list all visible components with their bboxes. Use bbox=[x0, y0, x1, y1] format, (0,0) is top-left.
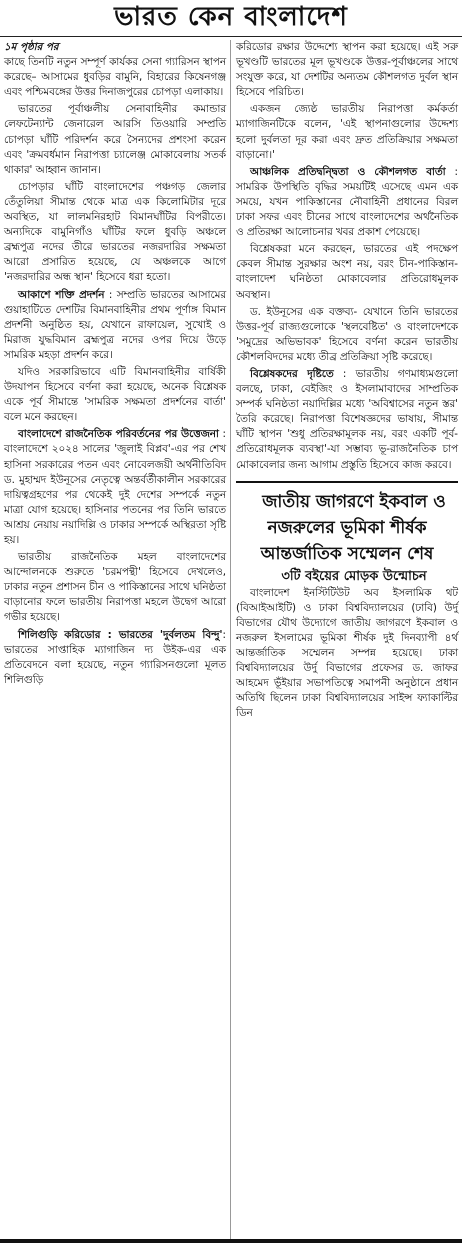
conference-news-box bbox=[236, 481, 458, 722]
section-heading: আকাশে শক্তি প্রদর্শন bbox=[18, 288, 105, 301]
section-paragraph bbox=[4, 427, 226, 548]
right-column bbox=[236, 40, 458, 724]
section-text: : ভারতীয় গণমাধ্যমগুলো বলছে, ঢাকা, বেইজিং ও ইসলামাবাদের সাম্প্রতিক সম্পর্ক ঘনিষ্ঠতা নয়াদিল্লির মধ্যে 'অবিশ্বাসের নতুন স্তর' তৈরি করেছে। নিরাপত্তা বিশেষজ্ঞদের ভাষায়, সীমান্ত ঘাঁটি স্থাপন 'শুধু প্রতিরক্ষামূলক নয়, বরং একটি পূর্ব-প্রতিরোধমূলক ব্যবস্থা'-যা সম্ভাব্য ভূ-রাজনৈতিক চাপ মোকাবেলার জন্য আগাম প্রস্তুতি হিসেবে কাজ করবে। bbox=[236, 367, 458, 471]
section-text: : ভারতের সাপ্তাহিক ম্যাগাজিন দ্য উইক-এর এক প্রতিবেদনে বলা হয়েছে, নতুন গ্যারিসনগুলো মূলত শিলিগুড়ি bbox=[4, 628, 226, 686]
headline: ভারত কেন বাংলাদেশ bbox=[0, 0, 462, 37]
section-text: : বাংলাদেশে ২০২৪ সালের 'জুলাই বিপ্লব'-এর পর শেখ হাসিনা সরকারের পতন এবং নোবেলজয়ী অর্থনীতিবিদ ড. মুহাম্মদ ইউনূসের নেতৃত্বে অন্তর্বর্তীকালীন সরকারের দায়িত্বগ্রহণের পর থেকেই দুই দেশের সম্পর্কে নতুন মাত্রা যোগ হয়েছে। হাসিনার পতনের পর তিনি ভারতে আশ্রয় নেয়ায় নয়াদিল্লি ও ঢাকার সম্পর্কে অস্থিরতা সৃষ্টি হয়। bbox=[4, 428, 226, 546]
section-paragraph bbox=[4, 288, 226, 363]
paragraph: ভারতীয় রাজনৈতিক মহল বাংলাদেশের আন্দোলনকে শুরুতে 'চরমপন্থী' হিসেবে দেখলেও, ঢাকার নতুন প্রশাসন চীন ও পাকিস্তানের সাথে ঘনিষ্ঠতা বাড়ানোর ফলে ভারতীয় নিরাপত্তা মহলে উদ্বেগ আরো গভীর হয়েছে। bbox=[4, 551, 226, 624]
column-divider bbox=[230, 40, 231, 1240]
section-heading: বিশ্লেষকদের দৃষ্টিতে bbox=[250, 367, 334, 380]
continuation-paragraph bbox=[4, 40, 226, 100]
section-text: : সামরিক উপস্থিতি বৃদ্ধির সময়টিই এসেছে এমন এক সময়ে, যখন পাকিস্তানের নৌবাহিনী প্রধানের বিরল ঢাকা সফর এবং চীনের সাথে বাংলাদেশের অর্থনৈতিক ও প্রতিরক্ষা আলোচনার খবর প্রকাশ পেয়েছে। bbox=[236, 165, 458, 239]
paragraph: করিডোর রক্ষার উদ্দেশ্যে স্থাপন করা হয়েছে। এই সরু ভূখণ্ডটি ভারতের মূল ভূখণ্ডকে উত্তর-পূর্বাঞ্চলের সাথে সংযুক্ত করে, যা দেশটির অন্যতম কৌশলগত দুর্বল স্থান হিসেবে পরিচিত। bbox=[236, 41, 458, 99]
paragraph: একজন জ্যেষ্ঠ ভারতীয় নিরাপত্তা কর্মকর্তা ম্যাগাজিনটিকে বলেন, 'এই স্থাপনাগুলোর উদ্দেশ্য হলো দুর্বলতা দূর করা এবং দ্রুত প্রতিক্রিয়ার সক্ষমতা বাড়ানো।' bbox=[236, 103, 458, 161]
section-paragraph bbox=[236, 165, 458, 240]
section-text: : সম্প্রতি ভারতের আসামের গুয়াহাটিতে দেশটির বিমানবাহিনীর প্রথম পূর্ণাঙ্গ বিমান প্রদর্শনী অনুষ্ঠিত হয়, যেখানে রাফায়েল, সুখোই ও মিরাজ যুদ্ধবিমান ব্রহ্মপুত্র নদের ওপর দিয়ে উড়ে সামরিক মহড়া প্রদর্শন করে। bbox=[4, 288, 226, 361]
conference-subheadline: ৩টি বইয়ের মোড়ক উন্মোচন bbox=[281, 568, 427, 584]
paragraph-text: কাছে তিনটি নতুন সম্পূর্ণ কার্যকর সেনা গ্যারিসন স্থাপন করেছে– আসামের ধুবড়ির বামুনি, বিহারের কিষেনগঞ্জ এবং পশ্চিমবঙ্গের উত্তর দিনাজপুরের চোপড়া এলাকায়। bbox=[4, 56, 226, 99]
left-column bbox=[4, 40, 226, 690]
paragraph: চোপড়ার ঘাঁটি বাংলাদেশের পঞ্চগড় জেলার তেঁতুলিয়া সীমান্ত থেকে মাত্র এক কিলোমিটার দূরে অবস্থিত, যা লালমনিরহাট বিমানঘাঁটির বিপরীতে। অন্যদিকে বামুনিগাঁও ঘাঁটির ফলে ধুবড়ি অঞ্চলে ব্রহ্মপুত্র নদের তীরে ভারতের নজরদারির সক্ষমতা আরো প্রসারিত হয়েছে, যে অঞ্চলকে আগে 'নজরদারির অন্ধ স্থান' হিসেবে ধরা হতো। bbox=[4, 180, 226, 284]
paragraph: বিশ্লেষকরা মনে করছেন, ভারতের এই পদক্ষেপ কেবল সীমান্ত সুরক্ষার অংশ নয়, বরং চীন-পাকিস্তান-বাংলাদেশ ঘনিষ্ঠতা মোকাবেলার প্রতিরোধমূলক অবস্থান। bbox=[236, 243, 458, 301]
paragraph: ড. ইউনূসের এক বক্তব্য- যেখানে তিনি ভারতের উত্তর-পূর্ব রাজ্যগুলোকে 'স্থলবেষ্টিত' ও বাংলাদেশকে 'সমুদ্রের অভিভাবক' হিসেবে বর্ণনা করেন ভারতীয় কৌশলবিদদের মধ্যে তীব্র প্রতিক্রিয়া সৃষ্টি করেছে। bbox=[236, 305, 458, 363]
section-heading: শিলিগুড়ি করিডোর : ভারতের 'দুর্বলতম বিন্দু' bbox=[18, 628, 223, 641]
conference-paragraph: বাংলাদেশ ইনস্টিটিউট অব ইসলামিক থট (বিআইআইটি) ও ঢাকা বিশ্ববিদ্যালয়ের (ঢাবি) উর্দু বিভাগের যৌথ উদ্যোগে জাতীয় জাগরণে ইকবাল ও নজরুল ইসলামের ভূমিকা শীর্ষক দুই দিনব্যাপী ৪র্থ আন্তর্জাতিক সম্মেলন সম্পন্ন হয়েছে। ঢাকা বিশ্ববিদ্যালয়ের উর্দু বিভাগের প্রফেসর ড. জাফর আহমেদ ভূঁইয়ার সভাপতিত্বে সমাপনী অনুষ্ঠানে প্রধান অতিথি ছিলেন ঢাকা বিশ্ববিদ্যালয়ের সাইন্স ফ্যাকাল্টির ডিন bbox=[236, 586, 458, 720]
section-paragraph bbox=[236, 367, 458, 473]
paragraph: ভারতের পূর্বাঞ্চলীয় সেনাবাহিনীর কমান্ডার লেফটেন্যান্ট জেনারেল আরসি তিওয়ারি সম্প্রতি চোপড়া ঘাঁটি পরিদর্শন করে সৈন্যদের প্রশংসা করেন এবং 'ক্রমবর্ধমান নিরাপত্তা চ্যালেঞ্জ মোকাবেলায় সতর্ক থাকার' আহ্বান জানান। bbox=[4, 103, 226, 176]
bottom-rule bbox=[0, 1239, 462, 1243]
section-paragraph bbox=[4, 628, 226, 688]
section-heading: আঞ্চলিক প্রতিদ্বন্দ্বিতা ও কৌশলগত বার্তা bbox=[250, 165, 446, 178]
section-heading: বাংলাদেশে রাজনৈতিক পরিবর্তনের পর উত্তেজনা bbox=[18, 428, 219, 441]
conference-headline: জাতীয় জাগরণে ইকবাল ও নজরুলের ভূমিকা শীর্ষক আন্তর্জাতিক সম্মেলন শেষ bbox=[260, 491, 446, 564]
paragraph: যদিও সরকারিভাবে এটি বিমানবাহিনীর বার্ষিকী উদযাপন হিসেবে বর্ণনা করা হয়েছে, অনেক বিশ্লেষক একে পূর্ব সীমান্তে 'সামরিক সক্ষমতা প্রদর্শনের বার্তা' বলে মনে করছেন। bbox=[4, 365, 226, 424]
continued-from-kicker: ১ম পৃষ্ঠার পর bbox=[4, 41, 59, 53]
